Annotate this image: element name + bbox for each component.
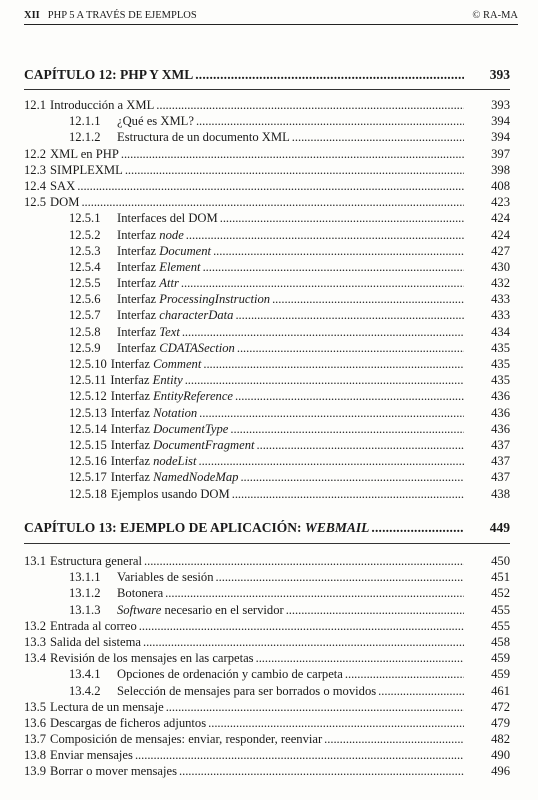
toc-entry	[24, 747, 510, 763]
dot-leader	[257, 437, 464, 453]
section-text-italic: Notation	[153, 405, 198, 420]
toc-entry	[24, 437, 510, 453]
section-text: Interfaces del DOM	[117, 211, 218, 226]
section-text-italic: node	[159, 227, 184, 242]
toc-entry-title	[69, 291, 270, 307]
toc-entry	[24, 307, 510, 323]
toc-entry-title	[69, 388, 233, 404]
toc-entry	[24, 243, 510, 259]
section-number: 13.6	[24, 715, 47, 730]
page-number: 393	[491, 98, 510, 112]
toc-entry-title	[69, 129, 290, 145]
dot-leader	[256, 650, 464, 666]
toc-entry	[24, 618, 510, 634]
dot-leader	[125, 162, 464, 178]
section-text: Salida del sistema	[50, 634, 141, 649]
dot-leader	[186, 227, 464, 243]
section-number: 12.5.12	[69, 389, 107, 404]
toc-entry	[24, 178, 510, 194]
section-number: 12.5.14	[69, 421, 107, 436]
section-text: Introducción a XML	[50, 98, 155, 112]
section-number: 12.5	[24, 195, 47, 210]
section-text: Interfaz	[110, 405, 154, 420]
running-header	[24, 8, 518, 25]
section-text: Interfaz	[110, 389, 154, 404]
page-number: 437	[491, 454, 510, 469]
section-number: 12.2	[24, 146, 47, 161]
toc-entry	[24, 453, 510, 469]
toc-entry	[24, 356, 510, 372]
page-number: 436	[491, 389, 510, 404]
dot-leader	[166, 699, 464, 715]
section-number: 12.3	[24, 162, 47, 177]
toc-entry	[24, 194, 510, 210]
section-number: 13.7	[24, 732, 47, 747]
dot-leader	[378, 683, 464, 699]
section-number: 12.5.13	[69, 405, 107, 420]
page-number: 437	[491, 437, 510, 452]
section-text: Interfaz	[117, 259, 160, 274]
publisher-mark: © RA-MA	[472, 10, 518, 21]
section-number: 13.1.2	[69, 586, 101, 601]
section-text-italic: Entity	[152, 373, 183, 388]
dot-leader	[196, 113, 464, 129]
page-number: 427	[491, 243, 510, 258]
toc-entry-title	[69, 437, 255, 453]
section-text-italic: ProcessingInstruction	[159, 292, 271, 307]
dot-leader	[235, 388, 464, 404]
page-number: 459	[491, 667, 510, 682]
section-number: 12.5.18	[69, 486, 107, 501]
section-text: Variables de sesión	[117, 570, 214, 585]
toc-entry-title	[69, 340, 235, 356]
toc-list-chapter-12	[24, 97, 510, 502]
toc-entry-title	[69, 275, 179, 291]
page-number: 490	[491, 748, 510, 763]
section-text: XML en PHP	[50, 146, 119, 161]
dot-leader	[156, 97, 464, 113]
dot-leader	[77, 178, 464, 194]
section-text-italic: NamedNodeMap	[153, 470, 239, 485]
section-number: 12.5.16	[69, 454, 107, 469]
section-text: Entrada al correo	[50, 618, 137, 633]
dot-leader	[235, 307, 464, 323]
section-text-italic: nodeList	[153, 454, 197, 469]
dot-leader	[292, 129, 464, 145]
toc-entry	[24, 421, 510, 437]
page-number: 450	[491, 554, 510, 568]
section-number: 12.5.2	[69, 227, 101, 242]
chapter-title: CAPÍTULO 12: PHP Y XML	[24, 67, 194, 82]
section-number: 12.1.2	[69, 130, 101, 145]
toc-entry-title	[69, 666, 343, 682]
page-number: 459	[491, 651, 510, 666]
dot-leader	[185, 372, 464, 388]
section-text: Botonera	[117, 586, 164, 601]
dot-leader	[121, 146, 464, 162]
dot-leader	[165, 585, 464, 601]
page-number: 436	[491, 421, 510, 436]
toc-entry-title	[24, 97, 154, 113]
chapter-heading-12	[24, 67, 510, 87]
section-text-italic: Comment	[153, 357, 202, 371]
section-text-italic: Attr	[159, 276, 179, 291]
page-number: 435	[491, 357, 510, 371]
dot-leader	[286, 602, 464, 618]
toc-entry	[24, 275, 510, 291]
section-number: 12.5.6	[69, 292, 101, 307]
dot-leader	[230, 421, 464, 437]
toc-entry	[24, 162, 510, 178]
page-number: 455	[491, 618, 510, 633]
toc-entry	[24, 324, 510, 340]
dot-leader	[371, 520, 464, 536]
page-number: 436	[491, 405, 510, 420]
toc-entry-title	[69, 210, 218, 226]
section-text: Interfaz	[117, 324, 160, 339]
dot-leader	[240, 469, 464, 485]
section-number: 12.5.17	[69, 470, 107, 485]
page-number: 455	[491, 602, 510, 617]
section-text: ¿Qué es XML?	[117, 114, 194, 129]
dot-leader	[232, 486, 464, 502]
dot-leader	[213, 243, 464, 259]
page-number: 458	[491, 634, 510, 649]
toc-entry-title	[24, 731, 322, 747]
dot-leader	[324, 731, 464, 747]
dot-leader	[144, 553, 464, 569]
toc-entry	[24, 715, 510, 731]
dot-leader	[143, 634, 464, 650]
section-text: Opciones de ordenación y cambio de carpeta	[117, 667, 343, 682]
chapter-rule	[24, 89, 510, 90]
toc-entry-title	[24, 178, 75, 194]
section-text-italic: DocumentType	[153, 421, 229, 436]
toc-entry-title	[24, 650, 254, 666]
section-number: 13.1	[24, 554, 47, 568]
page-number: 461	[491, 683, 510, 698]
chapter-heading-13	[24, 520, 510, 540]
section-text-italic: Text	[159, 324, 180, 339]
toc-entry	[24, 97, 510, 113]
toc-entry	[24, 650, 510, 666]
toc-entry-title	[69, 453, 196, 469]
toc-entry-title	[24, 699, 164, 715]
dot-leader	[198, 453, 464, 469]
section-text: Composición de mensajes: enviar, responder, reenviar	[50, 732, 323, 747]
section-text-italic: characterData	[159, 308, 234, 323]
page-number: 437	[491, 470, 510, 485]
toc-entry	[24, 569, 510, 585]
toc-entry	[24, 585, 510, 601]
dot-leader	[208, 715, 464, 731]
page-number: 472	[491, 699, 510, 714]
toc-entry-title	[24, 146, 119, 162]
toc-entry-title	[24, 194, 79, 210]
toc-entry	[24, 553, 510, 569]
section-number: 12.5.1	[69, 211, 101, 226]
section-text: DOM	[50, 195, 80, 210]
toc-entry	[24, 227, 510, 243]
section-text: Borrar o mover mensajes	[50, 764, 177, 779]
dot-leader	[272, 291, 464, 307]
page-number: 430	[491, 259, 510, 274]
section-text: Revisión de los mensajes en las carpetas	[50, 651, 254, 666]
page-number: 424	[491, 211, 510, 226]
section-text: Interfaz	[117, 340, 160, 355]
toc-entry-title	[69, 585, 163, 601]
toc-entry-title	[24, 618, 137, 634]
section-text: Enviar mensajes	[50, 748, 133, 763]
section-number: 12.5.10	[69, 357, 107, 371]
page-number: 424	[491, 227, 510, 242]
page-number: 434	[491, 324, 510, 339]
toc-entry-title	[69, 227, 184, 243]
chapter-rule	[24, 543, 510, 544]
section-number: 12.5.4	[69, 259, 101, 274]
toc-entry-title	[69, 569, 214, 585]
section-text: Interfaz	[110, 437, 154, 452]
toc-list-chapter-13	[24, 553, 510, 780]
toc-entry	[24, 388, 510, 404]
dot-leader	[179, 763, 464, 779]
dot-leader	[220, 210, 464, 226]
section-text-italic: EntityReference	[153, 389, 234, 404]
section-number: 13.4.2	[69, 683, 101, 698]
section-text: Interfaz	[117, 292, 160, 307]
toc-entry-title	[69, 469, 238, 485]
dot-leader	[135, 747, 464, 763]
section-text: Interfaz	[110, 470, 154, 485]
section-number: 12.5.9	[69, 340, 101, 355]
dot-leader	[195, 67, 464, 83]
toc-entry-title	[24, 747, 133, 763]
book-title: PHP 5 A TRAVÉS DE EJEMPLOS	[47, 10, 197, 21]
section-number: 12.1.1	[69, 114, 101, 129]
section-number: 13.3	[24, 634, 47, 649]
section-number: 13.1.1	[69, 570, 101, 585]
toc-entry-title	[69, 243, 211, 259]
section-number: 13.1.3	[69, 602, 101, 617]
section-number: 13.4.1	[69, 667, 101, 682]
toc-entry	[24, 683, 510, 699]
toc-entry-title	[69, 356, 201, 372]
toc-entry	[24, 699, 510, 715]
toc-entry	[24, 146, 510, 162]
toc-entry	[24, 731, 510, 747]
dot-leader	[216, 569, 464, 585]
toc-entry-title	[69, 259, 201, 275]
page-number: 433	[491, 292, 510, 307]
section-text: Interfaz	[110, 357, 154, 371]
toc-entry-title	[69, 486, 230, 502]
section-number: 13.9	[24, 764, 47, 779]
toc-entry-title	[69, 421, 228, 437]
dot-leader	[203, 356, 464, 372]
toc-entry	[24, 210, 510, 226]
page-number: 451	[491, 570, 510, 585]
page-number: 438	[491, 486, 510, 501]
page-number: 394	[491, 130, 510, 145]
section-text: Interfaz	[117, 243, 160, 258]
dot-leader	[199, 405, 464, 421]
section-number: 12.5.5	[69, 276, 101, 291]
chapter-title: CAPÍTULO 13: EJEMPLO DE APLICACIÓN:	[24, 520, 305, 535]
toc-entry	[24, 469, 510, 485]
page-number: 398	[491, 162, 510, 177]
section-number: 12.4	[24, 178, 47, 193]
page-number: 496	[491, 764, 510, 779]
section-text: Lectura de un mensaje	[50, 699, 164, 714]
chapter-page: 449	[489, 520, 510, 535]
page-number: 394	[491, 114, 510, 129]
section-text-italic: Software	[117, 602, 162, 617]
page-number: 433	[491, 308, 510, 323]
section-text-italic: Document	[159, 243, 212, 258]
toc-entry	[24, 486, 510, 502]
chapter-title-em: WEBMAIL	[304, 520, 370, 535]
toc-entry	[24, 113, 510, 129]
section-text: Estructura general	[50, 554, 143, 568]
section-number: 13.2	[24, 618, 47, 633]
page-number: 482	[491, 732, 510, 747]
section-text-italic: DocumentFragment	[153, 437, 255, 452]
dot-leader	[181, 275, 464, 291]
page-number: 435	[491, 373, 510, 388]
toc-entry	[24, 259, 510, 275]
toc-entry	[24, 666, 510, 682]
toc-entry	[24, 634, 510, 650]
toc-entry	[24, 291, 510, 307]
page-number: 432	[491, 276, 510, 291]
toc-entry-title	[69, 372, 183, 388]
section-number: 13.4	[24, 651, 47, 666]
toc-entry-title	[69, 405, 197, 421]
section-text: Interfaz	[117, 276, 160, 291]
header-left	[24, 8, 197, 24]
page-number: 397	[491, 146, 510, 161]
page-number: 452	[491, 586, 510, 601]
toc-entry-title	[69, 683, 376, 699]
section-text: Descargas de ficheros adjuntos	[50, 715, 207, 730]
toc-entry-title	[69, 307, 233, 323]
toc-entry	[24, 129, 510, 145]
toc-entry-title	[69, 324, 180, 340]
dot-leader	[81, 194, 464, 210]
toc-entry-title	[24, 162, 123, 178]
toc-entry	[24, 405, 510, 421]
toc-entry	[24, 340, 510, 356]
section-number: 13.5	[24, 699, 47, 714]
section-text: SAX	[50, 178, 76, 193]
section-text: Ejemplos usando DOM	[110, 486, 230, 501]
section-number: 12.5.3	[69, 243, 101, 258]
section-number: 12.1	[24, 98, 47, 112]
section-text: Interfaz	[110, 421, 154, 436]
section-number: 12.5.8	[69, 324, 101, 339]
section-number: 12.5.15	[69, 437, 107, 452]
section-number: 13.8	[24, 748, 47, 763]
section-text: Interfaz	[110, 373, 153, 388]
dot-leader	[182, 324, 464, 340]
section-text: necesario en el servidor	[161, 602, 284, 617]
section-text: Interfaz	[117, 227, 160, 242]
section-text: Selección de mensajes para ser borrados o movidos	[117, 683, 377, 698]
section-text: Interfaz	[110, 454, 154, 469]
dot-leader	[139, 618, 464, 634]
toc-entry-title	[69, 602, 284, 618]
toc-entry	[24, 602, 510, 618]
toc-entry-title	[24, 763, 177, 779]
page-number: 435	[491, 340, 510, 355]
toc-entry-title	[24, 715, 206, 731]
section-number: 12.5.7	[69, 308, 101, 323]
section-text-italic: Element	[159, 259, 201, 274]
section-text: Interfaz	[117, 308, 160, 323]
page-folio: XII	[24, 10, 40, 21]
section-text: SIMPLEXML	[50, 162, 123, 177]
chapter-page: 393	[489, 67, 510, 82]
toc-entry	[24, 372, 510, 388]
section-text-italic: CDATASection	[159, 340, 235, 355]
toc-entry	[24, 763, 510, 779]
section-text: Estructura de un documento XML	[117, 130, 290, 145]
dot-leader	[203, 259, 464, 275]
section-number: 12.5.11	[69, 373, 107, 388]
page-number: 408	[491, 178, 510, 193]
dot-leader	[345, 666, 464, 682]
page-number: 479	[491, 715, 510, 730]
toc-entry-title	[24, 634, 141, 650]
page-number: 423	[491, 195, 510, 210]
toc-entry-title	[24, 553, 142, 569]
toc-entry-title	[69, 113, 194, 129]
dot-leader	[237, 340, 464, 356]
